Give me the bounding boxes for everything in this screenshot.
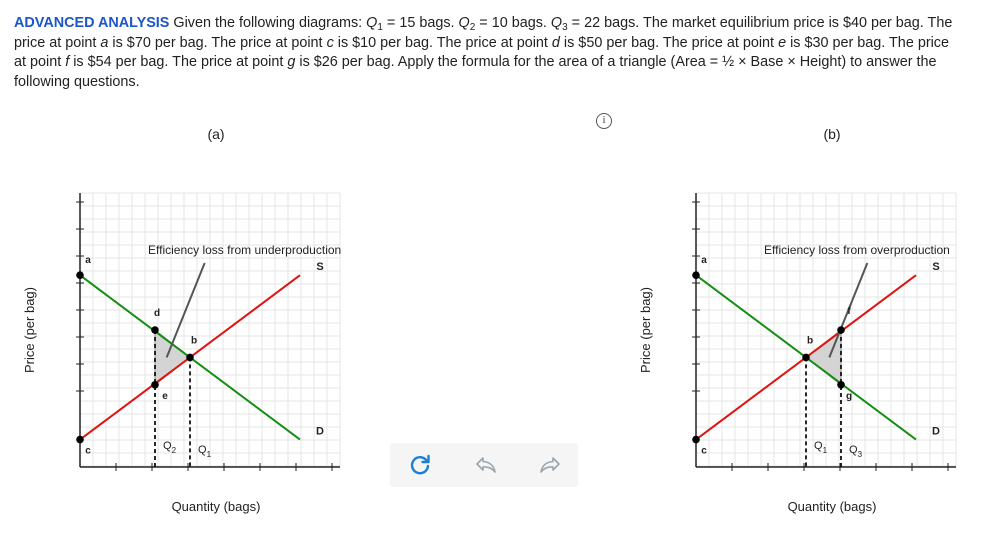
q2-symbol: Q: [458, 15, 470, 31]
q3-value: = 22 bags. The market equilibrium price is $40 per bag. The price at point: [14, 15, 953, 51]
q2-subscript: 2: [469, 22, 476, 33]
point-e: [151, 381, 159, 389]
problem-text: Given the following diagrams:: [169, 15, 367, 31]
q1-symbol: Q: [366, 15, 378, 31]
point-d: [151, 326, 159, 334]
quantity-subscript: 2: [171, 446, 177, 455]
problem-text: is $50 per bag. The price at point: [559, 34, 779, 51]
problem-text: is $30 per bag. The price at point: [14, 34, 950, 71]
point-label-e: e: [162, 390, 168, 402]
quantity-label: $Q_1$: [198, 444, 212, 459]
point-d-ref: d: [551, 34, 560, 51]
q2-value: = 10 bags.: [475, 15, 551, 31]
panel-title: (b): [823, 126, 841, 142]
point-a-ref: a: [100, 34, 109, 51]
demand-label: D: [932, 425, 940, 438]
grid: [80, 193, 340, 467]
point-label-g: g: [845, 390, 853, 402]
problem-text: is $26 per bag. Apply the formula for the area of a triangle (Area = ½ × Base × Height) to answer the following questions.: [14, 54, 937, 90]
q1-value: = 15 bags.: [382, 15, 459, 31]
point-c: [76, 436, 84, 444]
grid: [696, 193, 956, 467]
point-label-c: c: [85, 445, 91, 457]
point-label-b: b: [190, 335, 198, 347]
point-label-a: a: [85, 255, 91, 267]
y-axis-label: Price (per bag): [638, 287, 653, 373]
supply-label: S: [932, 261, 940, 274]
point-c-ref: c: [326, 34, 334, 51]
point-f: [837, 326, 845, 334]
quantity-subscript: 1: [822, 446, 828, 455]
panel-title: (a): [207, 126, 225, 142]
quantity-subscript: 1: [206, 450, 212, 459]
x-axis-label: Quantity (bags): [787, 499, 877, 514]
point-e-ref: e: [778, 34, 787, 51]
info-icon[interactable]: i: [596, 113, 612, 129]
graph-toolbar: [390, 443, 578, 487]
undo-button[interactable]: [472, 451, 500, 479]
point-label-d: d: [153, 308, 161, 319]
problem-text: is $70 per bag. The price at point: [108, 34, 327, 51]
q3-subscript: 3: [562, 22, 568, 33]
point-label-b: b: [806, 335, 814, 347]
chart-b: [616, 115, 994, 525]
reset-icon: [406, 451, 434, 479]
q1-subscript: 1: [377, 22, 383, 33]
quantity-label: $Q_2$: [163, 440, 177, 455]
redo-button[interactable]: [536, 451, 564, 479]
chart-a: [0, 115, 380, 525]
point-g-ref: g: [287, 54, 296, 71]
quantity-label: $Q_3$: [849, 444, 863, 459]
point-b: [802, 354, 810, 362]
point-label-a: a: [701, 255, 707, 267]
problem-text: is $54 per bag. The price at point: [69, 54, 288, 71]
quantity-subscript: 3: [857, 450, 863, 459]
point-a: [692, 271, 700, 279]
point-c: [692, 436, 700, 444]
problem-text: is $10 per bag. The price at point: [333, 34, 552, 51]
point-g: [837, 381, 845, 389]
supply-label: S: [316, 261, 324, 274]
q3-symbol: Q: [550, 15, 563, 31]
point-label-f: f: [847, 306, 851, 317]
annotation-label: Efficiency loss from underproduction: [148, 243, 342, 257]
y-axis-label: Price (per bag): [22, 287, 37, 373]
point-f-ref: f: [65, 54, 70, 71]
point-a: [76, 271, 84, 279]
point-label-c: c: [701, 445, 707, 457]
annotation-label: Efficiency loss from overproduction: [764, 243, 950, 257]
undo-icon: [472, 451, 500, 479]
quantity-label: $Q_1$: [814, 440, 828, 455]
point-b: [186, 354, 194, 362]
demand-label: D: [316, 425, 324, 438]
problem-statement: [14, 14, 964, 92]
advanced-analysis-label: ADVANCED ANALYSIS: [14, 15, 170, 31]
reset-button[interactable]: [406, 451, 434, 479]
x-axis-label: Quantity (bags): [171, 499, 261, 514]
redo-icon: [536, 451, 564, 479]
